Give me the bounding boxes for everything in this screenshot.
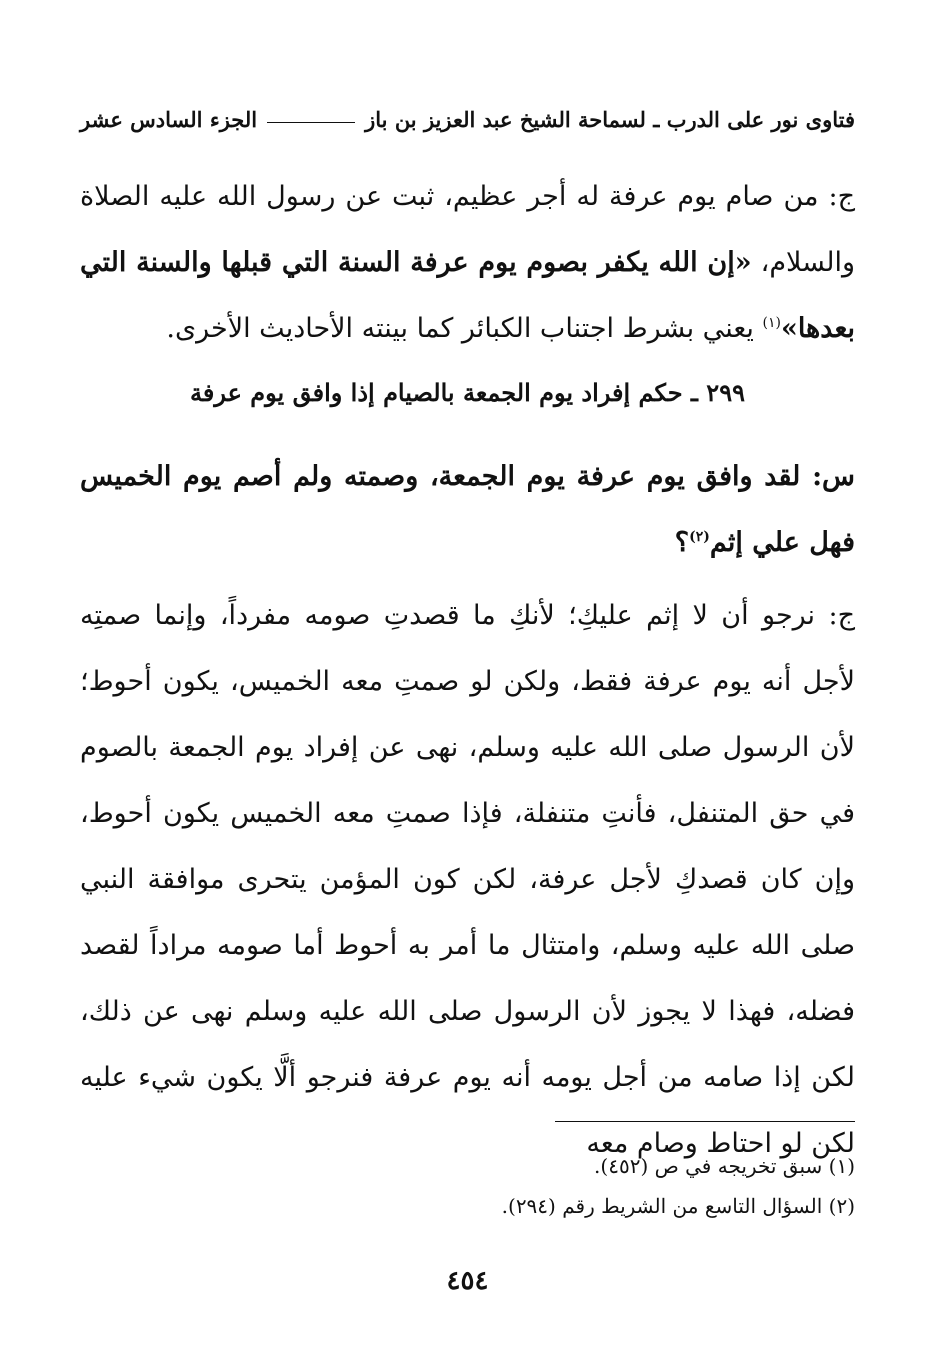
footnotes <box>80 1146 855 1226</box>
footnote-divider <box>555 1121 855 1122</box>
question-end: ؟ <box>674 527 690 558</box>
footnote-1: (١) سبق تخريجه في ص (٤٥٢). <box>594 1154 855 1178</box>
running-header <box>80 102 855 136</box>
footnote-2: (٢) السؤال التاسع من الشريط رقم (٢٩٤). <box>501 1194 855 1218</box>
footnote-mark-1: (١) <box>762 315 781 331</box>
answer-paragraph-2: ج: نرجو أن لا إثم عليكِ؛ لأنكِ ما قصدتِ صومه مفرداً، وإنما صمتِه لأجل أنه يوم عرفة فقط، ولكن لو صمتِ معه الخميس، يكون أحوط؛ لأن الرسول صلى الله عليه وسلم، نهى عن إفراد يوم الجمعة بالصوم في حق المتنفل، فأنتِ متنفلة، فإذا صمتِ معه الخميس يكون أحوط، وإن كان قصدكِ لأجل عرفة، لكن كون المؤمن يتحرى موافقة النبي صلى الله عليه وسلم، وامتثال ما أمر به أحوط أما صومه مراداً لقصد فضله، فهذا لا يجوز لأن الرسول صلى الله عليه وسلم نهى عن ذلك، لكن إذا صامه من أجل يومه أنه يوم عرفة فنرجو ألَّا يكون شيء عليه لكن لو احتاط وصام معه <box>80 600 855 1159</box>
header-rule <box>267 122 355 123</box>
question-paragraph <box>80 444 855 576</box>
section-heading: ٢٩٩ ـ حكم إفراد يوم الجمعة بالصيام إذا وافق يوم عرفة <box>190 378 745 407</box>
book-page <box>80 0 855 1363</box>
page-number: ٤٥٤ <box>446 1266 489 1296</box>
hadith-quote: «إن الله يكفر بصوم يوم عرفة السنة التي قبلها والسنة التي بعدها» <box>80 247 855 344</box>
answer-1-rest: يعني بشرط اجتناب الكبائر كما بينته الأحاديث الأخرى. <box>166 313 763 344</box>
part-label: الجزء السادس عشر <box>80 106 258 132</box>
question-text: س: لقد وافق يوم عرفة يوم الجمعة، وصمته ولم أصم يوم الخميس فهل علي إثم <box>80 461 855 558</box>
answer-paragraph-1 <box>80 164 855 362</box>
footnote-mark-2: (٢) <box>689 529 710 545</box>
answer-1-intro: ج: من صام يوم عرفة له أجر عظيم، ثبت عن رسول الله عليه الصلاة والسلام، <box>80 181 855 278</box>
book-title: فتاوى نور على الدرب ـ لسماحة الشيخ عبد العزيز بن باز <box>365 106 855 132</box>
